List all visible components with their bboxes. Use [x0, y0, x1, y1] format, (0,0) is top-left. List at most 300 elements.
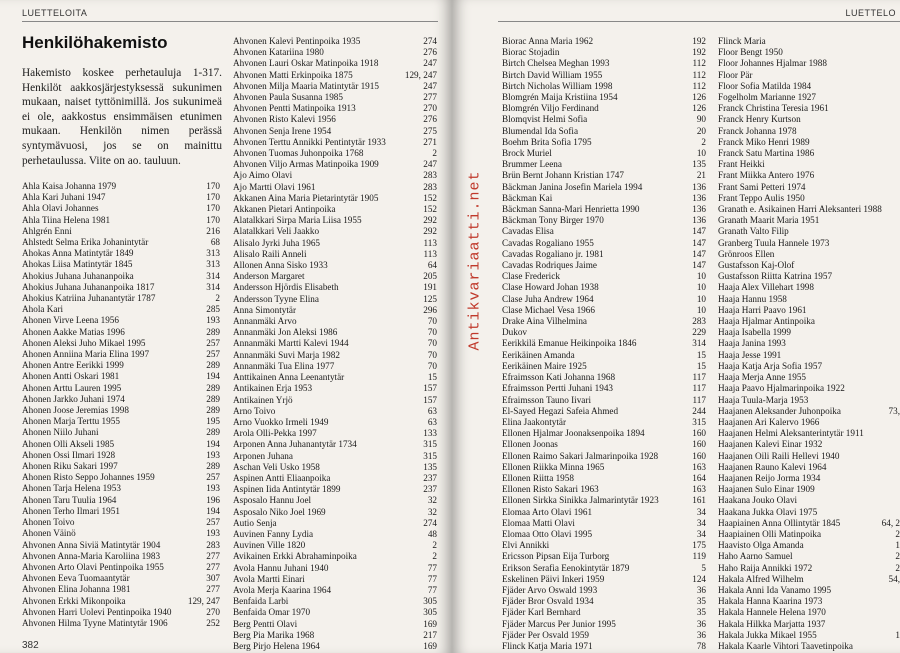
entry-name: Birtch David William 1955	[502, 69, 603, 80]
entry-ref: 2	[701, 136, 706, 147]
entry-ref: 314	[692, 338, 706, 349]
entry-ref	[896, 439, 900, 450]
entry-ref: 305	[423, 596, 437, 607]
index-entry	[233, 406, 437, 417]
entry-name: Brummer Leena	[502, 159, 562, 170]
entry-ref	[896, 81, 900, 92]
entry-ref: 135	[692, 159, 706, 170]
entry-ref: 257	[206, 472, 220, 483]
entry-ref: 217	[423, 629, 437, 640]
index-entry	[22, 584, 220, 595]
entry-ref	[896, 350, 900, 361]
entry-ref: 315	[692, 416, 706, 427]
entry-ref: 257	[206, 349, 220, 360]
entry-name: Autio Senja	[233, 517, 277, 528]
index-entry	[233, 462, 437, 473]
page-number: 382	[22, 640, 39, 651]
index-entry	[233, 540, 437, 551]
index-entry	[233, 607, 437, 618]
entry-ref	[896, 417, 900, 428]
entry-name: Ellonen Risto Sakari 1963	[502, 484, 599, 495]
entry-ref: 64	[427, 260, 437, 271]
entry-ref	[896, 238, 900, 249]
entry-name: Haajanen Oili Raili Hellevi 1940	[718, 450, 840, 461]
index-entry	[502, 316, 706, 327]
entry-name: Ahvonen Arto Olavi Pentinpoika 1955	[22, 561, 164, 572]
entry-ref: 216	[206, 225, 220, 236]
entry-name: Frant Heikki	[718, 159, 765, 170]
entry-name: Antikainen Yrjö	[233, 394, 293, 405]
index-entry	[22, 562, 220, 573]
entry-name: Haaja Jesse 1991	[718, 349, 782, 360]
entry-ref: 194	[206, 438, 220, 449]
index-entry	[233, 103, 437, 114]
entry-ref: 194	[206, 371, 220, 382]
entry-name: Haaja Hjalmar Antinpoika	[718, 316, 815, 327]
entry-name: Annanmäki Suvi Marja 1982	[233, 349, 340, 360]
entry-ref: 237	[423, 484, 437, 495]
entry-ref	[896, 383, 900, 394]
entry-ref: 136	[692, 215, 706, 226]
entry-ref: 163	[692, 484, 706, 495]
index-entry	[233, 226, 437, 237]
watermark-stamp: Antikvariaatti.net	[466, 170, 484, 351]
entry-name: Floor Sofia Matilda 1984	[718, 80, 812, 91]
index-entry	[502, 383, 706, 394]
entry-name: Arponen Anna Juhanantytär 1734	[233, 439, 357, 450]
entry-ref: 277	[206, 550, 220, 561]
entry-name: Hakala Hilkka Marjatta 1937	[718, 618, 826, 629]
entry-ref: 160	[692, 428, 706, 439]
entry-ref	[896, 484, 900, 495]
index-entry	[233, 271, 437, 282]
entry-ref: 193	[206, 315, 220, 326]
entry-name: Cavadas Elisa	[502, 226, 554, 237]
index-entry	[718, 260, 900, 271]
entry-name: Haaja Tuula-Marja 1953	[718, 394, 809, 405]
entry-ref: 36	[696, 618, 706, 629]
entry-name: Efraimsson Kati Johanna 1968	[502, 372, 616, 383]
index-entry	[502, 563, 706, 574]
entry-name: Fjäder Per Osvald 1959	[502, 629, 590, 640]
index-entry	[718, 170, 900, 181]
entry-name: Ahvonen Erkki Mikonpoika	[22, 595, 126, 606]
entry-name: Ahvonen Katariina 1980	[233, 47, 324, 58]
entry-name: Ahonen Arttu Lauren 1995	[22, 382, 122, 393]
entry-name: Ahonen Taru Tuulia 1964	[22, 494, 117, 505]
entry-ref: 160	[692, 439, 706, 450]
index-entry	[718, 215, 900, 226]
entry-ref: 292	[423, 226, 437, 237]
entry-ref: 90	[696, 114, 706, 125]
entry-name: Brock Muriel	[502, 148, 552, 159]
entry-ref: 1	[895, 540, 900, 551]
index-entry	[502, 462, 706, 473]
entry-ref	[896, 451, 900, 462]
index-entry	[718, 451, 900, 462]
entry-ref: 283	[423, 170, 437, 181]
index-entry	[718, 585, 900, 596]
index-entry	[233, 563, 437, 574]
entry-ref: 205	[423, 271, 437, 282]
index-entry	[718, 484, 900, 495]
entry-name: Fjäder Bror Osvald 1934	[502, 596, 594, 607]
entry-ref: 157	[423, 383, 437, 394]
index-entry	[233, 182, 437, 193]
entry-name: Ahvonen Tuomas Juhonpoika 1768	[233, 148, 364, 159]
index-entry	[233, 47, 437, 58]
index-entry	[22, 315, 220, 326]
entry-name: Ajo Martti Olavi 1961	[233, 181, 316, 192]
entry-name: Ahonen Antti Oskari 1981	[22, 371, 120, 382]
entry-ref: 275	[423, 125, 437, 136]
index-entry	[502, 451, 706, 462]
entry-ref: 117	[692, 383, 706, 394]
entry-name: Alisalo Jyrki Juha 1965	[233, 237, 321, 248]
index-entry	[233, 305, 437, 316]
entry-ref: 289	[206, 393, 220, 404]
entry-name: Avola Hannu Juhani 1940	[233, 562, 329, 573]
entry-ref	[896, 47, 900, 58]
entry-ref: 152	[423, 192, 437, 203]
entry-name: Haho Aarno Samuel	[718, 551, 793, 562]
entry-name: Haajanen Reijo Jorma 1934	[718, 472, 821, 483]
index-entry	[22, 416, 220, 427]
index-entry	[502, 249, 706, 260]
index-entry	[502, 507, 706, 518]
index-entry	[718, 563, 900, 574]
index-entry	[233, 495, 437, 506]
entry-name: Frant Teppo Aulis 1950	[718, 192, 805, 203]
entry-name: Ahonen Joose Jeremias 1998	[22, 405, 129, 416]
index-entry	[502, 630, 706, 641]
entry-ref: 289	[206, 382, 220, 393]
entry-name: Elomaa Otto Olavi 1995	[502, 528, 593, 539]
entry-name: Haavisto Olga Amanda	[718, 540, 804, 551]
index-entry	[233, 619, 437, 630]
entry-ref	[896, 641, 900, 652]
index-entry	[233, 473, 437, 484]
entry-ref: 193	[206, 528, 220, 539]
entry-name: Granath e. Asikainen Harri Aleksanteri 1988	[718, 204, 882, 215]
entry-ref: 36	[696, 629, 706, 640]
entry-ref: 136	[692, 192, 706, 203]
entry-name: Clase Juha Andrew 1964	[502, 293, 594, 304]
entry-ref: 35	[696, 607, 706, 618]
entry-name: Floor Bengt 1950	[718, 47, 783, 58]
entry-ref: 78	[696, 640, 706, 651]
entry-name: Aschan Veli Usko 1958	[233, 461, 320, 472]
entry-ref: 125	[423, 293, 437, 304]
entry-name: Bäckman Tony Birger 1970	[502, 215, 604, 226]
entry-name: Cavadas Rodriques Jaime	[502, 260, 597, 271]
entry-name: Ahvonen Anna-Maria Karoliina 1983	[22, 550, 161, 561]
index-entry	[502, 159, 706, 170]
entry-name: Haaja Harri Paavo 1961	[718, 304, 807, 315]
entry-ref	[896, 372, 900, 383]
index-entry	[233, 294, 437, 305]
entry-ref: 277	[206, 561, 220, 572]
index-column-2	[233, 36, 437, 652]
index-entry	[502, 338, 706, 349]
entry-name: Gustafsson Kaj-Olof	[718, 260, 795, 271]
index-entry	[502, 596, 706, 607]
index-entry	[718, 305, 900, 316]
running-head-right: LUETTELO	[845, 8, 896, 18]
index-entry	[22, 327, 220, 338]
entry-name: Bäckman Kai	[502, 192, 553, 203]
index-entry	[233, 372, 437, 383]
entry-ref: 169	[423, 640, 437, 651]
entry-name: Ellonen Riikka Minna 1965	[502, 461, 605, 472]
entry-ref: 152	[423, 204, 437, 215]
index-entry	[502, 372, 706, 383]
entry-ref: 277	[423, 92, 437, 103]
index-entry	[502, 226, 706, 237]
index-entry	[502, 193, 706, 204]
entry-name: Biorac Anna Maria 1962	[502, 36, 594, 46]
entry-ref	[896, 126, 900, 137]
index-entry	[233, 439, 437, 450]
entry-ref	[896, 58, 900, 69]
entry-name: Eskelinen Päivi Inkeri 1959	[502, 573, 605, 584]
entry-ref: 191	[423, 282, 437, 293]
entry-ref: 34	[696, 517, 706, 528]
section-title: Henkilöhakemisto	[22, 33, 168, 52]
entry-name: Alatalkkari Sirpa Maria Liisa 1955	[233, 215, 362, 226]
index-entry	[233, 574, 437, 585]
index-entry	[233, 350, 437, 361]
entry-ref: 313	[206, 259, 220, 270]
entry-name: Asposalo Hannu Joel	[233, 495, 312, 506]
entry-ref: 77	[427, 573, 437, 584]
entry-name: Ahola Kari	[22, 304, 64, 315]
index-entry	[502, 36, 706, 47]
entry-name: Hakala Alfred Wilhelm	[718, 573, 804, 584]
entry-name: Ahonen Virve Leena 1956	[22, 315, 119, 326]
index-entry	[718, 238, 900, 249]
index-entry	[502, 260, 706, 271]
index-entry	[22, 271, 220, 282]
index-entry	[718, 372, 900, 383]
entry-name: Hakala Kaarle Vihtori Taavetinpoika	[718, 640, 853, 651]
index-entry	[718, 630, 900, 641]
entry-ref: 112	[692, 69, 706, 80]
entry-name: Frant Miikka Antero 1976	[718, 170, 815, 181]
entry-name: Ellonen Hjalmar Joonaksenpoika 1894	[502, 428, 645, 439]
entry-ref	[896, 249, 900, 260]
entry-name: Birtch Nicholas William 1998	[502, 80, 613, 91]
entry-name: Bäckman Sanna-Mari Henrietta 1990	[502, 204, 640, 215]
entry-name: Haaja Hannu 1958	[718, 293, 787, 304]
entry-ref: 70	[427, 349, 437, 360]
entry-name: Akkanen Pietari Antinpoika	[233, 204, 336, 215]
entry-ref	[896, 327, 900, 338]
entry-ref: 135	[423, 461, 437, 472]
index-entry	[502, 641, 706, 652]
index-entry	[233, 193, 437, 204]
entry-name: Fjäder Karl Bernhard	[502, 607, 581, 618]
entry-name: Haajanen Helmi Aleksanterintytär 1911	[718, 428, 864, 439]
entry-ref: 247	[423, 80, 437, 91]
entry-ref: 161	[692, 495, 706, 506]
entry-ref: 170	[206, 181, 220, 191]
entry-name: Clase Frederick	[502, 271, 560, 282]
entry-name: Fogelholm Marianne 1927	[718, 92, 816, 103]
entry-name: Avikainen Erkki Abrahaminpoika	[233, 551, 357, 562]
entry-name: Franck Henry Kurtson	[718, 114, 801, 125]
index-entry	[233, 114, 437, 125]
entry-name: Anderson Margaret	[233, 271, 305, 282]
entry-name: Alatalkkari Veli Jaakko	[233, 226, 320, 237]
index-entry	[718, 473, 900, 484]
entry-ref: 113	[423, 248, 437, 259]
entry-name: Brün Bernt Johann Kristian 1747	[502, 170, 624, 181]
entry-name: Ahvonen Hilma Tyyne Matintytär 1906	[22, 617, 168, 628]
index-entry	[233, 383, 437, 394]
index-entry	[233, 204, 437, 215]
entry-ref: 70	[427, 327, 437, 338]
entry-name: Drake Aina Vilhelmina	[502, 316, 588, 327]
index-entry	[233, 484, 437, 495]
entry-ref: 157	[423, 394, 437, 405]
index-entry	[718, 294, 900, 305]
entry-ref: 289	[206, 360, 220, 371]
index-entry	[22, 383, 220, 394]
entry-ref: 2	[895, 528, 900, 539]
entry-name: Ahokas Anna Matintytär 1849	[22, 248, 134, 259]
index-entry	[502, 529, 706, 540]
index-entry	[233, 338, 437, 349]
index-entry	[22, 203, 220, 214]
entry-name: Haajanen Kalevi Einar 1932	[718, 439, 823, 450]
entry-ref: 133	[423, 428, 437, 439]
entry-ref	[896, 507, 900, 518]
entry-name: Ahla Olavi Johannes	[22, 203, 99, 214]
entry-name: Hakala Hannele Helena 1970	[718, 607, 826, 618]
entry-name: Ahonen Tarja Helena 1953	[22, 483, 121, 494]
entry-ref: 193	[206, 449, 220, 460]
entry-name: Haaja Alex Villehart 1998	[718, 282, 814, 293]
header-rule	[22, 21, 438, 22]
entry-name: Haapiainen Anna Ollintytär 1845	[718, 517, 841, 528]
index-entry	[502, 551, 706, 562]
entry-ref: 117	[692, 372, 706, 383]
entry-name: Franck Christina Teresia 1961	[718, 103, 829, 114]
index-entry	[233, 215, 437, 226]
entry-name: Annanmäki Tua Elina 1977	[233, 360, 335, 371]
entry-name: Ericsson Pipsan Eija Turborg	[502, 551, 610, 562]
index-entry	[22, 483, 220, 494]
entry-name: Flinck Katja Maria 1971	[502, 640, 593, 651]
index-column-4	[718, 36, 900, 652]
entry-ref	[896, 159, 900, 170]
index-entry	[502, 215, 706, 226]
index-entry	[502, 282, 706, 293]
index-entry	[502, 271, 706, 282]
index-entry	[233, 282, 437, 293]
entry-name: Ahonen Toivo	[22, 517, 75, 528]
index-entry	[22, 517, 220, 528]
entry-ref: 164	[692, 472, 706, 483]
entry-name: Ahonen Antre Eerikki 1999	[22, 360, 124, 371]
index-entry	[502, 361, 706, 372]
index-entry	[502, 495, 706, 506]
index-entry	[718, 540, 900, 551]
entry-name: Ahla Kari Juhani 1947	[22, 192, 106, 203]
entry-name: Berg Pirjo Helena 1964	[233, 640, 320, 651]
entry-name: Ahvonen Milja Maaria Matintytär 1915	[233, 80, 379, 91]
entry-ref	[896, 361, 900, 372]
entry-name: Ellonen Riitta 1958	[502, 472, 574, 483]
index-entry	[718, 574, 900, 585]
index-entry	[718, 282, 900, 293]
index-entry	[233, 518, 437, 529]
index-entry	[502, 81, 706, 92]
index-entry	[502, 574, 706, 585]
entry-ref: 170	[206, 214, 220, 225]
index-entry	[233, 428, 437, 439]
entry-ref: 10	[696, 293, 706, 304]
entry-ref: 305	[423, 607, 437, 618]
entry-ref: 283	[423, 181, 437, 192]
entry-ref	[896, 182, 900, 193]
entry-ref: 20	[696, 125, 706, 136]
entry-name: Elvi Annikki	[502, 540, 550, 551]
entry-ref: 2	[895, 551, 900, 562]
entry-ref: 252	[206, 617, 220, 628]
entry-name: Andersson Tyyne Elina	[233, 293, 319, 304]
entry-name: Granberg Tuula Hannele 1973	[718, 237, 830, 248]
entry-name: Ellonen Joonas	[502, 439, 558, 450]
entry-name: Ahvonen Harri Uolevi Pentinpoika 1940	[22, 606, 172, 617]
index-entry	[718, 271, 900, 282]
index-entry	[22, 618, 220, 629]
entry-name: El-Sayed Hegazi Safeia Ahmed	[502, 405, 619, 416]
entry-name: Haajanen Rauno Kalevi 1964	[718, 461, 827, 472]
entry-ref: 274	[423, 36, 437, 46]
entry-ref	[896, 462, 900, 473]
entry-name: Annanmäki Arvo	[233, 316, 297, 327]
entry-ref: 147	[692, 237, 706, 248]
index-entry	[502, 428, 706, 439]
index-entry	[718, 114, 900, 125]
entry-name: Granath Valto Filip	[718, 226, 789, 237]
index-entry	[233, 58, 437, 69]
entry-name: Grönroos Ellen	[718, 248, 775, 259]
index-entry	[233, 451, 437, 462]
index-entry	[502, 182, 706, 193]
index-entry	[718, 316, 900, 327]
index-entry	[718, 495, 900, 506]
index-entry	[233, 70, 437, 81]
entry-name: Haho Raija Annikki 1972	[718, 562, 813, 573]
entry-ref: 175	[692, 540, 706, 551]
entry-name: Ahonen Risto Seppo Johannes 1959	[22, 472, 155, 483]
running-head: LUETTELOITA	[22, 8, 88, 18]
index-entry	[22, 551, 220, 562]
entry-name: Ahonen Ossi Ilmari 1928	[22, 449, 116, 460]
index-entry	[718, 507, 900, 518]
index-entry	[718, 58, 900, 69]
entry-name: Clase Michael Vesa 1966	[502, 304, 595, 315]
entry-ref: 170	[206, 203, 220, 214]
entry-ref: 2	[215, 293, 220, 304]
index-entry	[233, 238, 437, 249]
entry-name: Birtch Chelsea Meghan 1993	[502, 58, 610, 69]
entry-name: Blomgrén Viljo Ferdinand	[502, 103, 599, 114]
entry-ref: 315	[423, 439, 437, 450]
